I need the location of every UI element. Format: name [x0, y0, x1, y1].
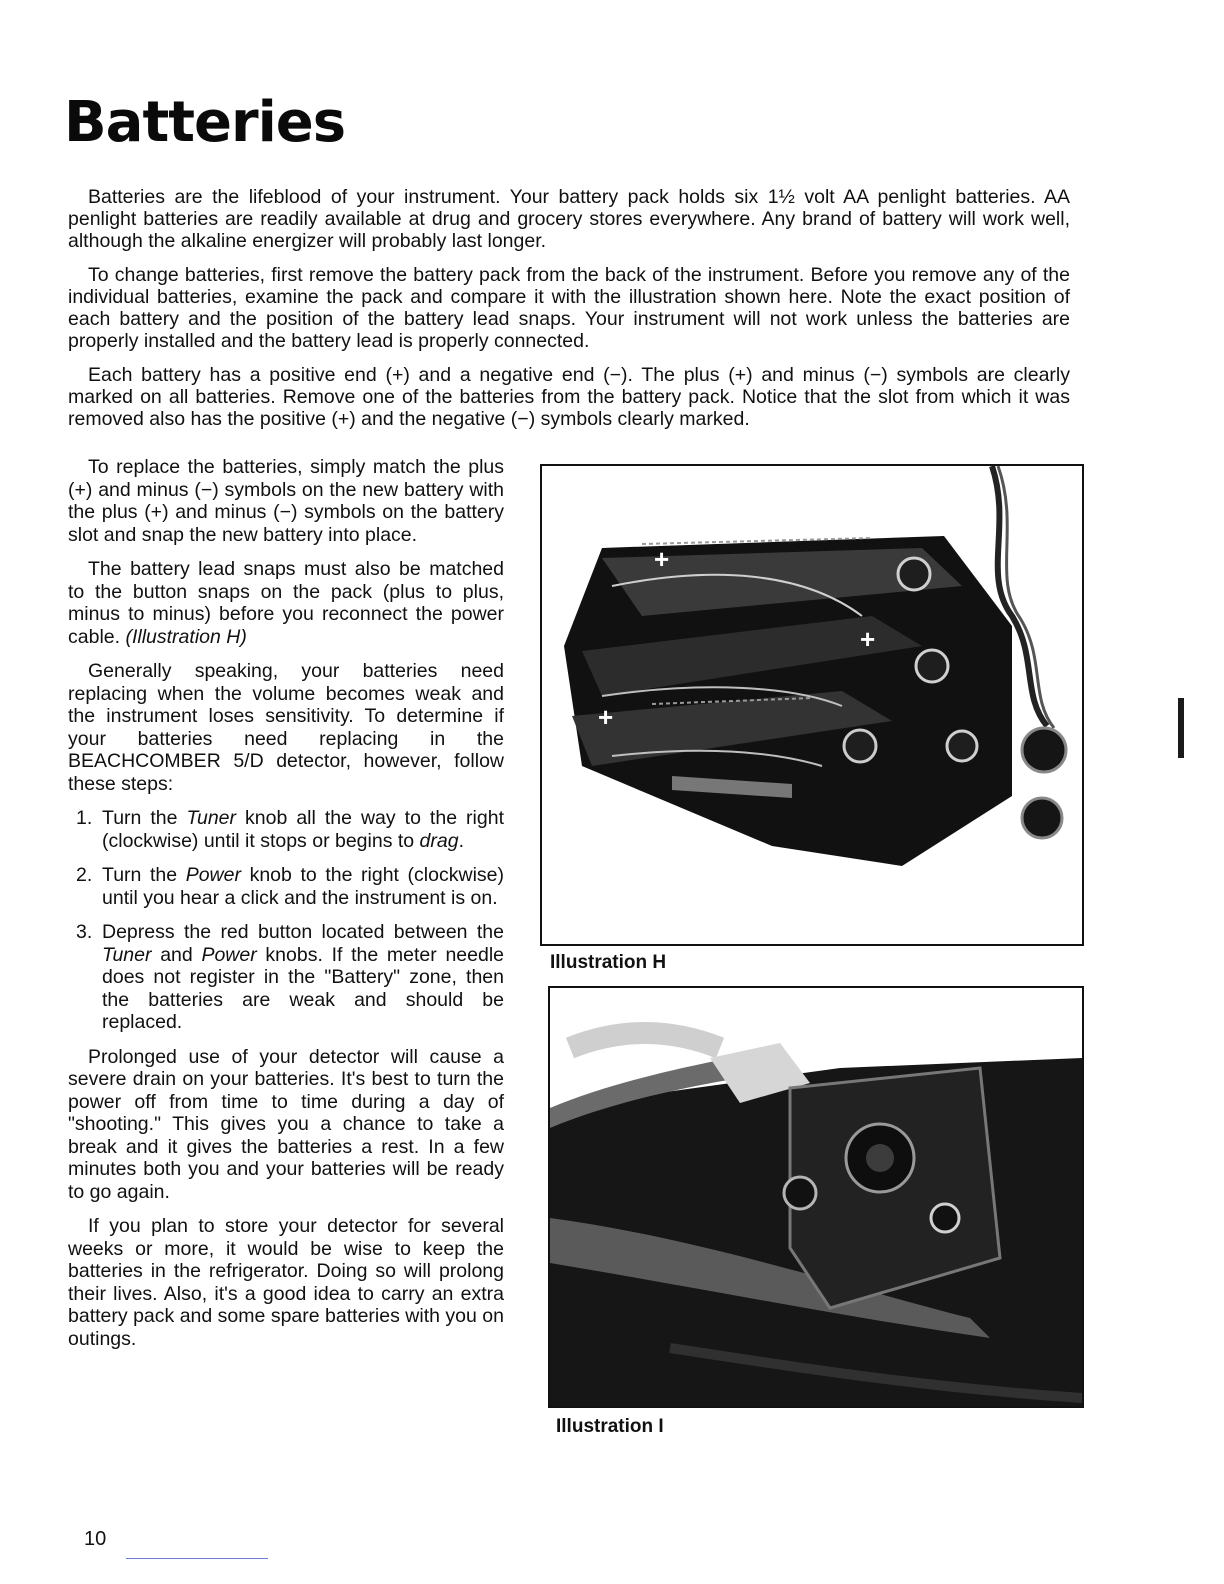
plus-symbol: + [598, 702, 614, 732]
intro-section [68, 186, 1070, 442]
page-number: 10 [84, 1528, 107, 1550]
page-edge-mark [1176, 698, 1186, 758]
illustration-h-caption: Illustration H [550, 952, 667, 973]
replace-paragraph: To replace the batteries, simply match the plus (+) and minus (−) symbols on the new battery with the plus (+) and minus (−) symbols on the battery slot and snap the new battery into place. [68, 456, 504, 546]
intro-paragraph: To change batteries, first remove the battery pack from the back of the instrument. Before you remove any of the individual batteries, examine the pack and compare it with the illustration shown here. Note the exact position of each battery and the position of the battery lead snaps. Your instrument will not work unless the batteries are properly installed and the battery lead is properly connected. [68, 264, 1070, 352]
intro-paragraph: Batteries are the lifeblood of your instrument. Your battery pack holds six 1½ volt AA penlight batteries. AA penlight batteries are readily available at drug and grocery stores everywhere. Any brand of battery will work well, although the alkaline energizer will probably last longer. [68, 186, 1070, 252]
step-number: 1. [76, 807, 93, 829]
step-item: 3. Depress the red button located between the Tuner and Power knobs. If the meter needle does not register in the "Battery" zone, then the batteries are weak and should be replaced. [76, 921, 505, 1033]
step-number: 2. [76, 864, 93, 886]
step-item: 2. Turn the Power knob to the right (clockwise) until you hear a click and the instrument is on. [76, 864, 504, 909]
page-title: Batteries [64, 90, 346, 155]
step-item: 1. Turn the Tuner knob all the way to the right (clockwise) until it stops or begins to drag. [76, 807, 504, 852]
check-intro-paragraph: Generally speaking, your batteries need replacing when the volume becomes weak and the instrument loses sensitivity. To determine if your batteries need replacing in the BEACHCOMBER 5/D detector, however, follow these steps: [68, 660, 504, 795]
prolonged-use-paragraph: Prolonged use of your detector will cause a severe drain on your batteries. It's best to turn the power off from time to time during a day of "shooting." This gives you a chance to take a break and it gives the batteries a rest. In a few minutes both you and your batteries will be ready to go again. [68, 1045, 504, 1203]
plus-symbol: + [860, 624, 876, 654]
left-column [68, 456, 504, 1362]
intro-paragraph: Each battery has a positive end (+) and a negative end (−). The plus (+) and minus (−) symbols are clearly marked on all batteries. Remove one of the batteries from the battery pack. Notice that the slot from which it was removed also has the positive (+) and the negative (−) symbols clearly marked. [68, 364, 1070, 430]
plus-symbol: + [654, 544, 670, 574]
illustration-h-photo [540, 464, 1084, 946]
footer-rule [126, 1558, 268, 1559]
illustration-i-photo [548, 986, 1084, 1408]
step-number: 3. [76, 921, 93, 943]
battery-pack-image [542, 466, 1082, 944]
steps-list [68, 807, 504, 1034]
lead-snaps-paragraph: The battery lead snaps must also be matched to the button snaps on the pack (plus to plus, minus to minus) before you reconnect the power cable. (Illustration H) [68, 558, 504, 648]
illustration-h-reference: (Illustration H) [125, 625, 247, 648]
illustration-i-caption: Illustration I [556, 1416, 664, 1437]
power-cable-connector-image [550, 988, 1082, 1406]
storage-paragraph: If you plan to store your detector for several weeks or more, it would be wise to keep the batteries in the refrigerator. Doing so will prolong their lives. Also, it's a good idea to carry an extra battery pack and some spare batteries with you on outings. [68, 1215, 504, 1350]
